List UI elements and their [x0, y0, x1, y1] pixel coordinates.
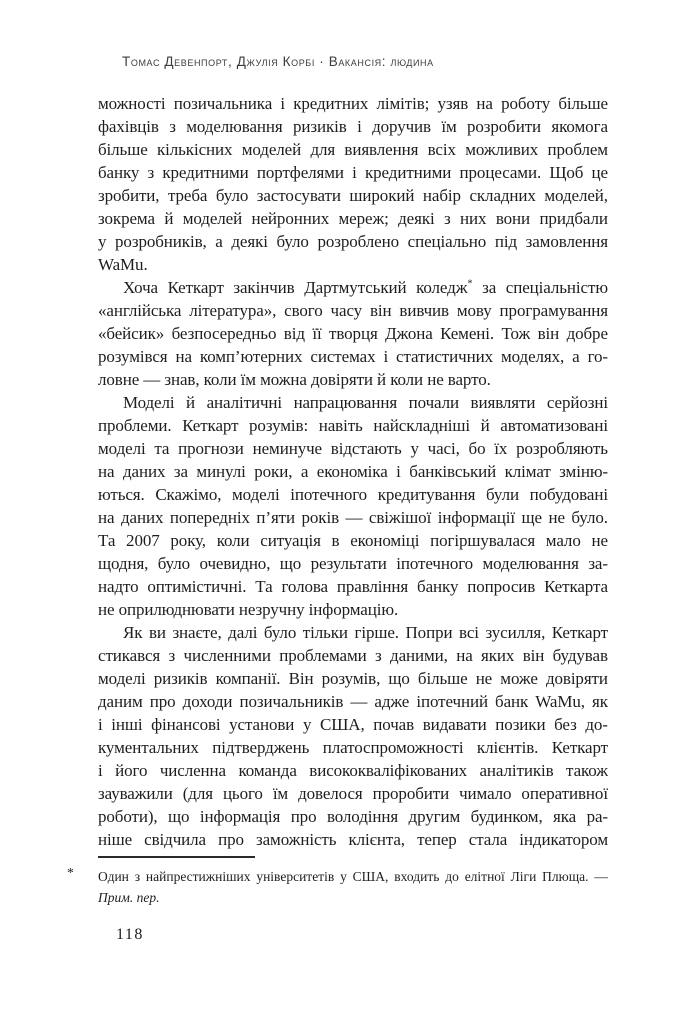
text-line: Хоча Кеткарт закінчив Дартмутський коледж* за спеціальністю	[123, 278, 608, 297]
text-line: зокрема й моделей нейронних мереж; деякі з них вони придбали	[98, 209, 608, 228]
text-line: у розробників, а деякі було розроблено спеціально під замовлення	[98, 232, 608, 251]
footnote-line: Один з найпрестижніших університетів у США, входить до елітної Ліги Плюща. —	[98, 869, 608, 884]
text-line: ються. Скажімо, моделі іпотечного кредитування були побудовані	[98, 485, 608, 504]
text-line: даним про доходи позичальників — адже іпотечний банк WaMu, як	[98, 692, 608, 711]
text-line: Як ви знаєте, далі було тільки гірше. Попри всі зусилля, Кеткарт	[123, 623, 608, 642]
text-line: банку з кредитними портфелями і кредитними процесами. Щоб це	[98, 163, 608, 182]
text-line: і його численна команда висококваліфікованих аналітиків також	[98, 761, 608, 780]
text-line: моделі ризиків компанії. Він розумів, що більше не може довіряти	[98, 669, 608, 688]
text-line: моделі та прогнози неминуче відстають у часі, бо їх розробляють	[98, 439, 608, 458]
text-line: більше кількісних моделей для виявлення всіх можливих проблем	[98, 140, 608, 159]
body-text	[98, 92, 608, 851]
running-header: Томас Девенпорт, Джулія Корбі · Вакансія: людина	[122, 54, 434, 69]
footnote-marker: *	[67, 865, 74, 880]
text-line: щодня, було очевидно, що результати іпотечного моделювання за-	[98, 554, 608, 573]
text-line: на даних попередніх п’яти років — свіжішої інформації ще не було.	[98, 508, 608, 527]
text-line: «англійська література», свого часу він вивчив мову програмування	[98, 301, 608, 320]
text-line: ловне — знав, коли їм можна довіряти й коли не варто.	[98, 370, 491, 389]
text-line: Та 2007 року, коли ситуація в економіці погіршувалася мало не	[98, 531, 608, 550]
text-line: «бейсик» безпосередньо від її творця Джона Кемені. Тож він добре	[98, 324, 608, 343]
text-line: не оприлюднювати незручну інформацію.	[98, 600, 399, 619]
text-line: фахівців з моделювання ризиків і доручив їм розробити якомога	[98, 117, 608, 136]
text-line: і інші фінансові установи у США, почав видавати позики без до-	[98, 715, 608, 734]
text-line: Моделі й аналітичні напрацювання почали виявляти серйозні	[123, 393, 608, 412]
text-line: кументальних підтверджень платоспроможності клієнтів. Кеткарт	[98, 738, 608, 757]
footnote	[67, 865, 608, 908]
text-line: зробити, треба було застосувати широкий набір складних моделей,	[98, 186, 608, 205]
footnote-divider	[98, 856, 255, 858]
text-line: роботи), що інформація про володіння другим будинком, яка ра-	[98, 807, 608, 826]
text-line: можності позичальника і кредитних лімітів; узяв на роботу більше	[98, 94, 608, 113]
footnote-lines	[98, 866, 608, 908]
text-line: на даних за минулі роки, а економіка і банківський клімат зміню-	[98, 462, 608, 481]
text-line: стикався з численними проблемами з даними, на яких він будував	[98, 646, 608, 665]
text-line: проблеми. Кеткарт розумів: навіть найскладніші й автоматизовані	[98, 416, 608, 435]
text-line: зауважили (для цього їм довелося проробити чимало оперативної	[98, 784, 608, 803]
footnote-line: Прим. пер.	[98, 890, 160, 905]
text-line: розумівся на комп’ютерних системах і статистичних моделях, а го-	[98, 347, 608, 366]
text-line: надто оптимістичні. Та голова правління банку попросив Кеткарта	[98, 577, 608, 596]
page-number: 118	[116, 926, 144, 943]
text-line: ніше свідчила про заможність клієнта, тепер стала індикатором	[98, 830, 608, 849]
text-line: WaMu.	[98, 255, 148, 274]
